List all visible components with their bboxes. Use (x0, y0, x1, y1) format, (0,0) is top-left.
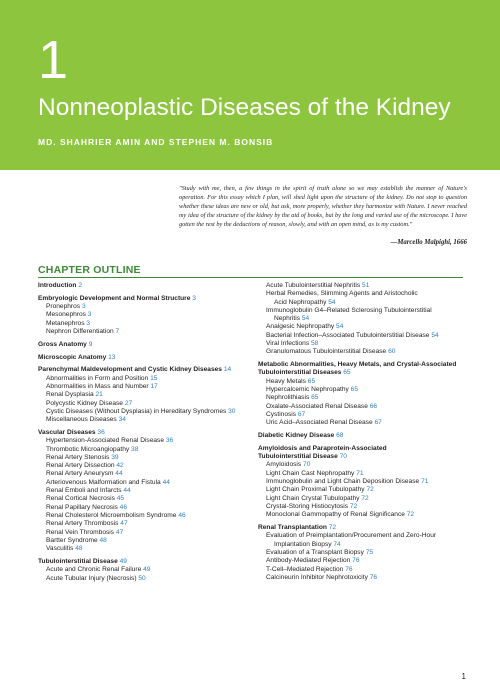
outline-entry-title: Embryologic Development and Normal Structure (38, 294, 191, 302)
outline-page-number: 65 (311, 394, 319, 402)
outline-section-entry (38, 558, 250, 566)
outline-subsection-entry (258, 511, 470, 519)
outline-section-entry (38, 295, 250, 303)
outline-entry-title: Hypercalcemic Nephropathy (266, 386, 349, 394)
chapter-authors: MD. SHAHRIER AMIN AND STEPHEN M. BONSIB (38, 137, 274, 147)
outline-page-number: 3 (86, 319, 91, 327)
outline-page-number: 39 (111, 453, 119, 461)
outline-entry-title: Monoclonal Gammopathy of Renal Significance (266, 511, 405, 519)
outline-entry-title: Renal Papillary Necrosis (46, 503, 118, 511)
outline-page-number: 47 (120, 520, 128, 528)
epigraph-attribution: —Marcello Malpighi, 1666 (390, 239, 467, 246)
outline-page-number: 65 (307, 377, 316, 385)
outline-page-number: 70 (303, 461, 311, 469)
outline-subsection-entry (258, 386, 470, 394)
chapter-title: Nonneoplastic Diseases of the Kidney (38, 94, 451, 121)
outline-page-number: 66 (369, 402, 378, 410)
outline-entry-title: Analgesic Nephropathy (266, 323, 335, 331)
outline-page-number: 3 (87, 311, 92, 319)
outline-subsection-entry (38, 311, 250, 319)
outline-subsection-entry (258, 532, 470, 549)
outline-entry-continuation (266, 541, 470, 549)
outline-entry-title: Acute Tubulointerstitial Nephritis (266, 282, 361, 289)
outline-entry-title: Renal Artery Thrombosis (46, 520, 119, 528)
outline-entry-title: Parenchymal Maldevelopment and Cystic Kidney Diseases (38, 366, 222, 374)
chapter-header-band (0, 0, 500, 170)
outline-entry-title: Diabetic Kidney Disease (258, 432, 335, 440)
outline-entry-title: Renal Emboli and Infarcts (46, 487, 122, 495)
outline-entry-title: Mesonephros (46, 311, 86, 319)
outline-subsection-entry (258, 419, 470, 427)
outline-entry-title: Vasculitis (46, 545, 74, 553)
outline-page-number: 49 (119, 557, 127, 565)
outline-subsection-entry (258, 478, 470, 486)
outline-page-number: 72 (361, 494, 369, 502)
outline-entry-title: Acute Tubular Injury (Necrosis) (46, 574, 137, 582)
outline-entry-title: Nephrolithiasis (266, 394, 310, 402)
outline-page-number: 72 (349, 502, 358, 510)
outline-page-number: 15 (150, 374, 158, 382)
outline-entry-title: Microscopic Anatomy (38, 353, 107, 361)
outline-page-number: 51 (362, 282, 370, 289)
outline-page-number: 42 (116, 462, 124, 470)
outline-subsection-entry (258, 290, 470, 307)
outline-column-right (258, 282, 470, 582)
outline-subsection-entry (38, 383, 250, 391)
outline-entry-title: Granulomatous Tubulointerstitial Disease (266, 348, 387, 356)
outline-subsection-entry (258, 486, 470, 494)
outline-entry-title: Herbal Remedies, Slimming Agents and Aristocholic (266, 290, 418, 298)
outline-entry-title: Renal Vein Thrombosis (46, 528, 115, 536)
outline-subsection-entry (258, 403, 470, 411)
outline-subsection-entry (38, 375, 250, 383)
outline-subsection-entry (258, 557, 470, 565)
outline-entry-title: Polycystic Kidney Disease (46, 399, 123, 407)
outline-page-number: 48 (99, 536, 107, 544)
outline-entry-continuation (266, 299, 470, 307)
outline-entry-title: Crystal-Storing Histiocytosis (266, 502, 349, 510)
outline-entry-title: Renal Cortical Necrosis (46, 495, 115, 503)
outline-entry-title: Renal Artery Stenosis (46, 453, 110, 461)
outline-page-number: 76 (369, 573, 378, 581)
chapter-number: 1 (38, 30, 69, 90)
outline-entry-title: Renal Artery Dissection (46, 462, 115, 470)
outline-page-number: 50 (138, 574, 146, 582)
outline-subsection-entry (38, 566, 250, 574)
outline-entry-title: Renal Dysplasia (46, 391, 94, 399)
outline-subsection-entry (258, 470, 470, 478)
outline-page-number: 14 (223, 366, 232, 374)
outline-page-number: 34 (118, 416, 126, 424)
outline-entry-title: Abnormalities in Form and Position (46, 374, 149, 382)
outline-entry-title: Amyloidosis (266, 461, 302, 469)
outline-page-number: 47 (115, 528, 124, 536)
outline-subsection-entry (258, 323, 470, 331)
outline-page-number: 44 (115, 470, 123, 478)
outline-entry-title: Metanephros (46, 319, 85, 327)
outline-entry-continuation (266, 315, 470, 323)
outline-entry-title: Introduction (38, 282, 77, 289)
outline-page-number: 45 (116, 495, 125, 503)
outline-entry-title: Acid Nephropathy (274, 298, 327, 306)
outline-entry-title: Tubulointerstitial Disease (258, 453, 338, 461)
outline-section-entry (258, 524, 470, 532)
outline-page-number: 70 (339, 453, 347, 461)
outline-subsection-entry (258, 461, 470, 469)
outline-page-number: 71 (421, 478, 429, 486)
outline-entry-title: Tubulointerstitial Diseases (258, 369, 342, 377)
outline-page-number: 17 (150, 382, 158, 390)
outline-page-number: 36 (97, 428, 105, 436)
outline-entry-title: Heavy Metals (266, 377, 306, 385)
outline-entry-title: Bartter Syndrome (46, 536, 98, 544)
outline-page-number: 54 (336, 323, 344, 331)
outline-subsection-entry (38, 446, 250, 454)
outline-entry-title: Miscellaneous Diseases (46, 416, 117, 424)
outline-subsection-entry (258, 282, 470, 290)
outline-section-entry (38, 341, 250, 349)
outline-page-number: 27 (124, 399, 133, 407)
epigraph-quote: "Study with me, then, a few things in the spirit of truth alone so we may establish the manner of Nature's operation. For this essay which I plan, will shed light upon the structure of the kidney. Do not stop to question whether these ideas are new or old, but ask, more properly, whether they harmonize with Nature. I never reached my idea of the structure of the kidney by the aid of books, but by the long and varied use of the microscope. I have gotten the rest by the deductions of reason, slowly, and with an open mind, as is my custom." (179, 185, 467, 228)
outline-subsection-entry (258, 503, 470, 511)
outline-page-number: 74 (333, 540, 341, 548)
chapter-outline-heading: CHAPTER OUTLINE (38, 264, 141, 276)
outline-subsection-entry (258, 495, 470, 503)
outline-subsection-entry (38, 520, 250, 528)
outline-entry-title: Immunoglobulin G4–Related Sclerosing Tubulointerstitial (266, 306, 432, 314)
outline-entry-title: Light Chain Crystal Tubulopathy (266, 494, 360, 502)
outline-entry-title: Calcineurin Inhibitor Nephrotoxicity (266, 573, 368, 581)
outline-subsection-entry (38, 320, 250, 328)
outline-entry-title: Nephron Differentiation (46, 327, 114, 335)
page-number: 1 (461, 672, 466, 681)
outline-subsection-entry (38, 545, 250, 553)
outline-subsection-entry (38, 512, 250, 520)
outline-section-entry (258, 361, 470, 378)
outline-subsection-entry (258, 348, 470, 356)
outline-entry-title: Evaluation of a Transplant Biopsy (266, 548, 364, 556)
outline-entry-title: Pronephros (46, 303, 81, 311)
outline-subsection-entry (38, 437, 250, 445)
outline-subsection-entry (38, 504, 250, 512)
outline-subsection-entry (38, 400, 250, 408)
outline-entry-title: Abnormalities in Mass and Number (46, 382, 149, 390)
outline-page-number: 76 (345, 565, 353, 573)
outline-section-entry (258, 432, 470, 440)
outline-subsection-entry (258, 394, 470, 402)
outline-entry-title: Acute and Chronic Renal Failure (46, 566, 142, 574)
outline-entry-title: Evaluation of Preimplantation/Procurement and Zero-Hour (266, 532, 437, 540)
outline-entry-title: Thrombotic Microangiopathy (46, 445, 130, 453)
outline-subsection-entry (258, 549, 470, 557)
outline-subsection-entry (38, 391, 250, 399)
outline-entry-title: Arteriovenous Malformation and Fistula (46, 478, 161, 486)
outline-subsection-entry (38, 487, 250, 495)
outline-entry-title: Cystinosis (266, 410, 297, 418)
outline-page-number: 30 (228, 407, 236, 415)
outline-entry-title: Amyloidosis and Paraprotein-Associated (258, 444, 387, 452)
outline-subsection-entry (258, 340, 470, 348)
outline-subsection-entry (38, 479, 250, 487)
outline-section-entry (38, 354, 250, 362)
outline-section-entry (38, 282, 250, 290)
outline-page-number: 46 (178, 511, 186, 519)
outline-subsection-entry (38, 470, 250, 478)
outline-page-number: 65 (350, 386, 359, 394)
outline-entry-title: Bacterial Infection–Associated Tubulointerstitial Disease (266, 331, 430, 339)
outline-page-number: 67 (374, 419, 382, 427)
outline-page-number: 44 (162, 478, 170, 486)
outline-column-left (38, 282, 250, 583)
outline-page-number: 21 (95, 391, 103, 399)
outline-page-number: 54 (431, 331, 439, 339)
outline-page-number: 60 (388, 348, 396, 356)
outline-subsection-entry (38, 462, 250, 470)
outline-subsection-entry (38, 454, 250, 462)
outline-page-number: 48 (75, 545, 83, 553)
outline-subsection-entry (38, 529, 250, 537)
outline-entry-title: Oxalate-Associated Renal Disease (266, 402, 368, 410)
outline-section-entry (38, 429, 250, 437)
outline-entry-title: Viral Infections (266, 340, 310, 348)
outline-page-number: 2 (78, 282, 82, 289)
outline-entry-title: Implantation Biopsy (274, 540, 332, 548)
outline-page-number: 76 (352, 557, 360, 565)
outline-entry-continuation (258, 453, 470, 461)
outline-page-number: 9 (88, 340, 93, 348)
outline-page-number: 72 (328, 524, 337, 532)
outline-subsection-entry (258, 411, 470, 419)
outline-page-number: 46 (119, 503, 128, 511)
outline-entry-title: Metabolic Abnormalities, Heavy Metals, and Crystal-Associated (258, 361, 457, 369)
outline-page-number: 71 (356, 469, 364, 477)
outline-page-number: 38 (131, 445, 139, 453)
outline-page-number: 36 (165, 437, 174, 445)
outline-entry-title: Light Chain Cast Nephropathy (266, 469, 355, 477)
outline-subsection-entry (38, 537, 250, 545)
outline-page-number: 65 (343, 369, 351, 377)
outline-entry-title: Immunoglobulin and Light Chain Deposition Disease (266, 478, 420, 486)
outline-entry-title: Renal Cholesterol Microembolism Syndrome (46, 511, 177, 519)
outline-page-number: 75 (365, 548, 374, 556)
outline-entry-continuation (258, 369, 470, 377)
outline-divider (38, 277, 463, 278)
outline-entry-title: Renal Artery Aneurysm (46, 470, 114, 478)
outline-entry-title: Renal Transplantation (258, 524, 327, 532)
outline-page-number: 72 (366, 486, 374, 494)
outline-entry-title: Uric Acid–Associated Renal Disease (266, 419, 373, 427)
outline-entry-title: Nephritis (274, 315, 301, 323)
outline-page-number: 13 (108, 353, 116, 361)
outline-entry-title: Cystic Diseases (Without Dysplasia) in Hereditary Syndromes (46, 407, 227, 415)
outline-page-number: 49 (143, 566, 151, 574)
outline-page-number: 54 (301, 315, 310, 323)
outline-subsection-entry (38, 328, 250, 336)
outline-entry-title: Gross Anatomy (38, 340, 87, 348)
outline-entry-title: T-Cell–Mediated Rejection (266, 565, 344, 573)
outline-section-entry (258, 445, 470, 462)
outline-subsection-entry (258, 566, 470, 574)
outline-page-number: 68 (336, 432, 344, 440)
outline-page-number: 72 (406, 511, 415, 519)
outline-page-number: 3 (81, 303, 86, 311)
outline-section-entry (38, 366, 250, 374)
outline-page-number: 3 (192, 294, 196, 302)
outline-subsection-entry (258, 307, 470, 324)
outline-page-number: 54 (328, 298, 336, 306)
outline-entry-title: Tubulointerstitial Disease (38, 557, 118, 565)
outline-subsection-entry (38, 575, 250, 583)
outline-entry-title: Antibody-Mediated Rejection (266, 557, 351, 565)
outline-subsection-entry (258, 332, 470, 340)
outline-subsection-entry (38, 408, 250, 416)
outline-subsection-entry (38, 303, 250, 311)
outline-subsection-entry (38, 495, 250, 503)
outline-entry-title: Hypertension-Associated Renal Disease (46, 437, 165, 445)
outline-page-number: 58 (310, 340, 319, 348)
outline-entry-title: Light Chain Proximal Tubulopathy (266, 486, 365, 494)
outline-page-number: 44 (123, 487, 131, 495)
outline-subsection-entry (38, 416, 250, 424)
outline-page-number: 67 (297, 410, 306, 418)
outline-entry-title: Vascular Diseases (38, 428, 96, 436)
outline-page-number: 7 (115, 327, 120, 335)
outline-subsection-entry (258, 574, 470, 582)
outline-subsection-entry (258, 378, 470, 386)
